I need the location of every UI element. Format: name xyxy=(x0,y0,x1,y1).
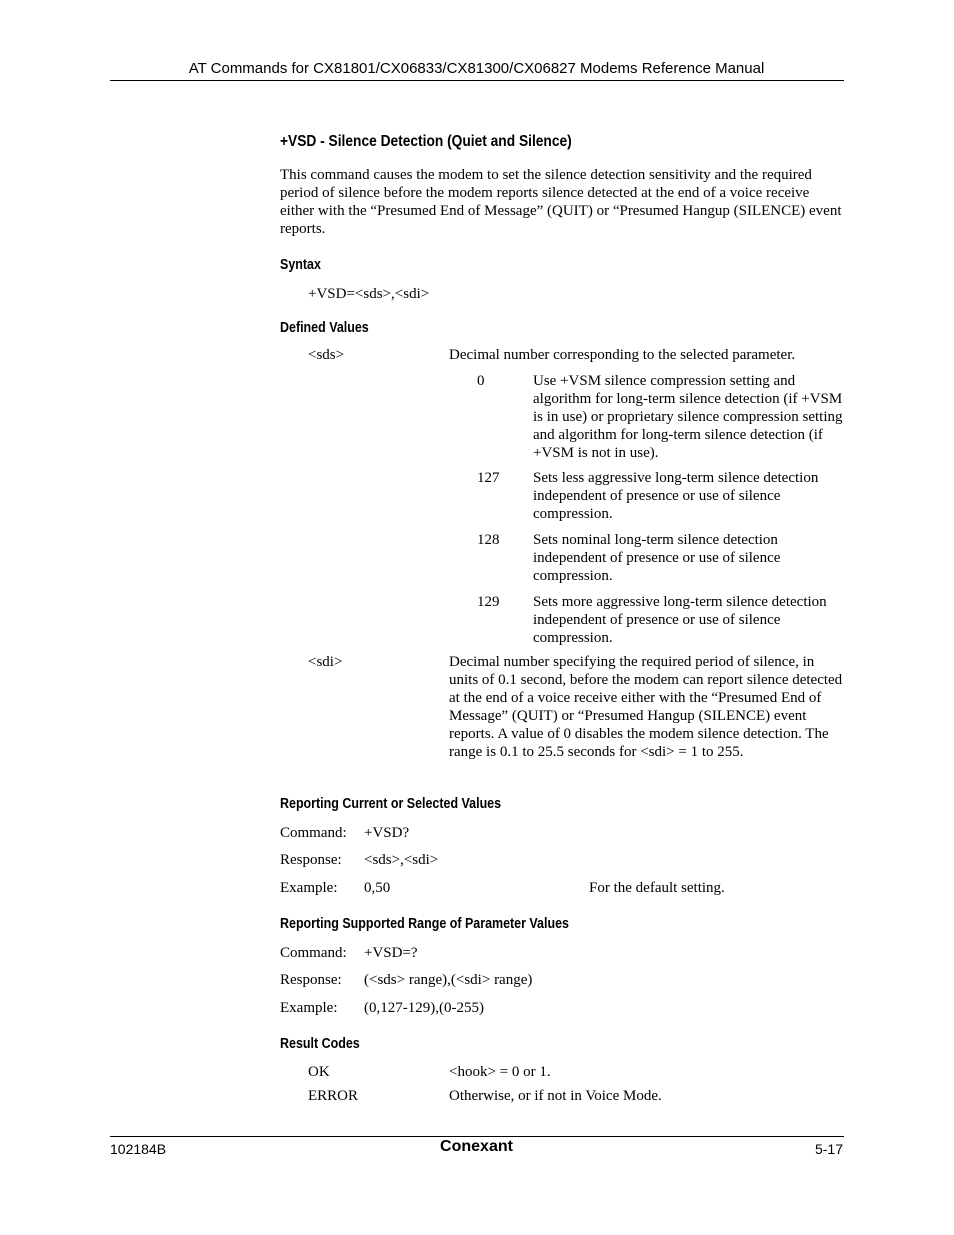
page-number: 5-17 xyxy=(814,1141,843,1157)
reporting-range-heading: Reporting Supported Range of Parameter Values xyxy=(280,916,569,932)
syntax-heading: Syntax xyxy=(280,257,321,273)
reporting-current-heading: Reporting Current or Selected Values xyxy=(280,796,502,812)
document-number: 102184B xyxy=(110,1141,167,1157)
command-value: +VSD? xyxy=(364,825,410,841)
response-label: Response: xyxy=(280,972,342,988)
response-value: (<sds> range),(<sdi> range) xyxy=(364,972,533,988)
example-note: For the default setting. xyxy=(589,880,725,896)
brand-name: Conexant xyxy=(440,1138,513,1155)
sds-option-desc: Use +VSM silence compression setting and algorithm for long-term silence detection (if +VSM is in use) or proprietary silence compression setting and algorithm for long-term silence detection (if +VSM is not in use). xyxy=(533,373,843,461)
result-code: ERROR xyxy=(308,1088,359,1104)
section-title: +VSD - Silence Detection (Quiet and Silence) xyxy=(280,133,572,150)
sds-option-value: 127 xyxy=(477,470,500,486)
header-rule xyxy=(110,80,844,81)
sds-option-desc: Sets less aggressive long-term silence detection independent of presence or use of silence compression. xyxy=(533,470,819,522)
sds-option-desc: Sets nominal long-term silence detection independent of presence or use of silence compression. xyxy=(533,532,781,584)
result-code-desc: <hook> = 0 or 1. xyxy=(449,1064,551,1080)
param-sdi-desc: Decimal number specifying the required period of silence, in units of 0.1 second, before the modem can report silence detected at the end of a voice receive either with the “Presumed End of Message” (QUIT) or “Presumed Hangup (SILENCE) event reports. A value of 0 disables the modem silence detection. The range is 0.1 to 25.5 seconds for <sdi> = 1 to 255. xyxy=(449,654,843,760)
example-value: 0,50 xyxy=(364,880,391,896)
sds-option-value: 129 xyxy=(477,594,500,610)
example-label: Example: xyxy=(280,880,338,896)
result-codes-heading: Result Codes xyxy=(280,1036,360,1052)
result-code: OK xyxy=(308,1064,330,1080)
sds-option-value: 128 xyxy=(477,532,500,548)
footer-rule xyxy=(110,1136,844,1137)
param-sds-name: <sds> xyxy=(308,347,345,363)
defined-values-heading: Defined Values xyxy=(280,320,369,336)
syntax-text: +VSD=<sds>,<sdi> xyxy=(308,286,430,302)
response-label: Response: xyxy=(280,852,342,868)
param-sdi-name: <sdi> xyxy=(308,654,343,670)
sds-option-desc: Sets more aggressive long-term silence detection independent of presence or use of silence compression. xyxy=(533,594,827,646)
command-value: +VSD=? xyxy=(364,945,418,961)
intro-paragraph: This command causes the modem to set the silence detection sensitivity and the required period of silence before the modem reports silence detected at the end of a voice receive either with the “Presumed End of Message” (QUIT) or “Presumed Hangup (SILENCE) event reports. xyxy=(280,167,842,237)
sds-option-value: 0 xyxy=(477,373,485,389)
example-value: (0,127-129),(0-255) xyxy=(364,1000,484,1016)
command-label: Command: xyxy=(280,825,347,841)
param-sds-desc: Decimal number corresponding to the selected parameter. xyxy=(449,347,796,363)
response-value: <sds>,<sdi> xyxy=(364,852,439,868)
command-label: Command: xyxy=(280,945,347,961)
result-code-desc: Otherwise, or if not in Voice Mode. xyxy=(449,1088,662,1104)
running-header: AT Commands for CX81801/CX06833/CX81300/CX06827 Modems Reference Manual xyxy=(188,60,765,77)
example-label: Example: xyxy=(280,1000,338,1016)
